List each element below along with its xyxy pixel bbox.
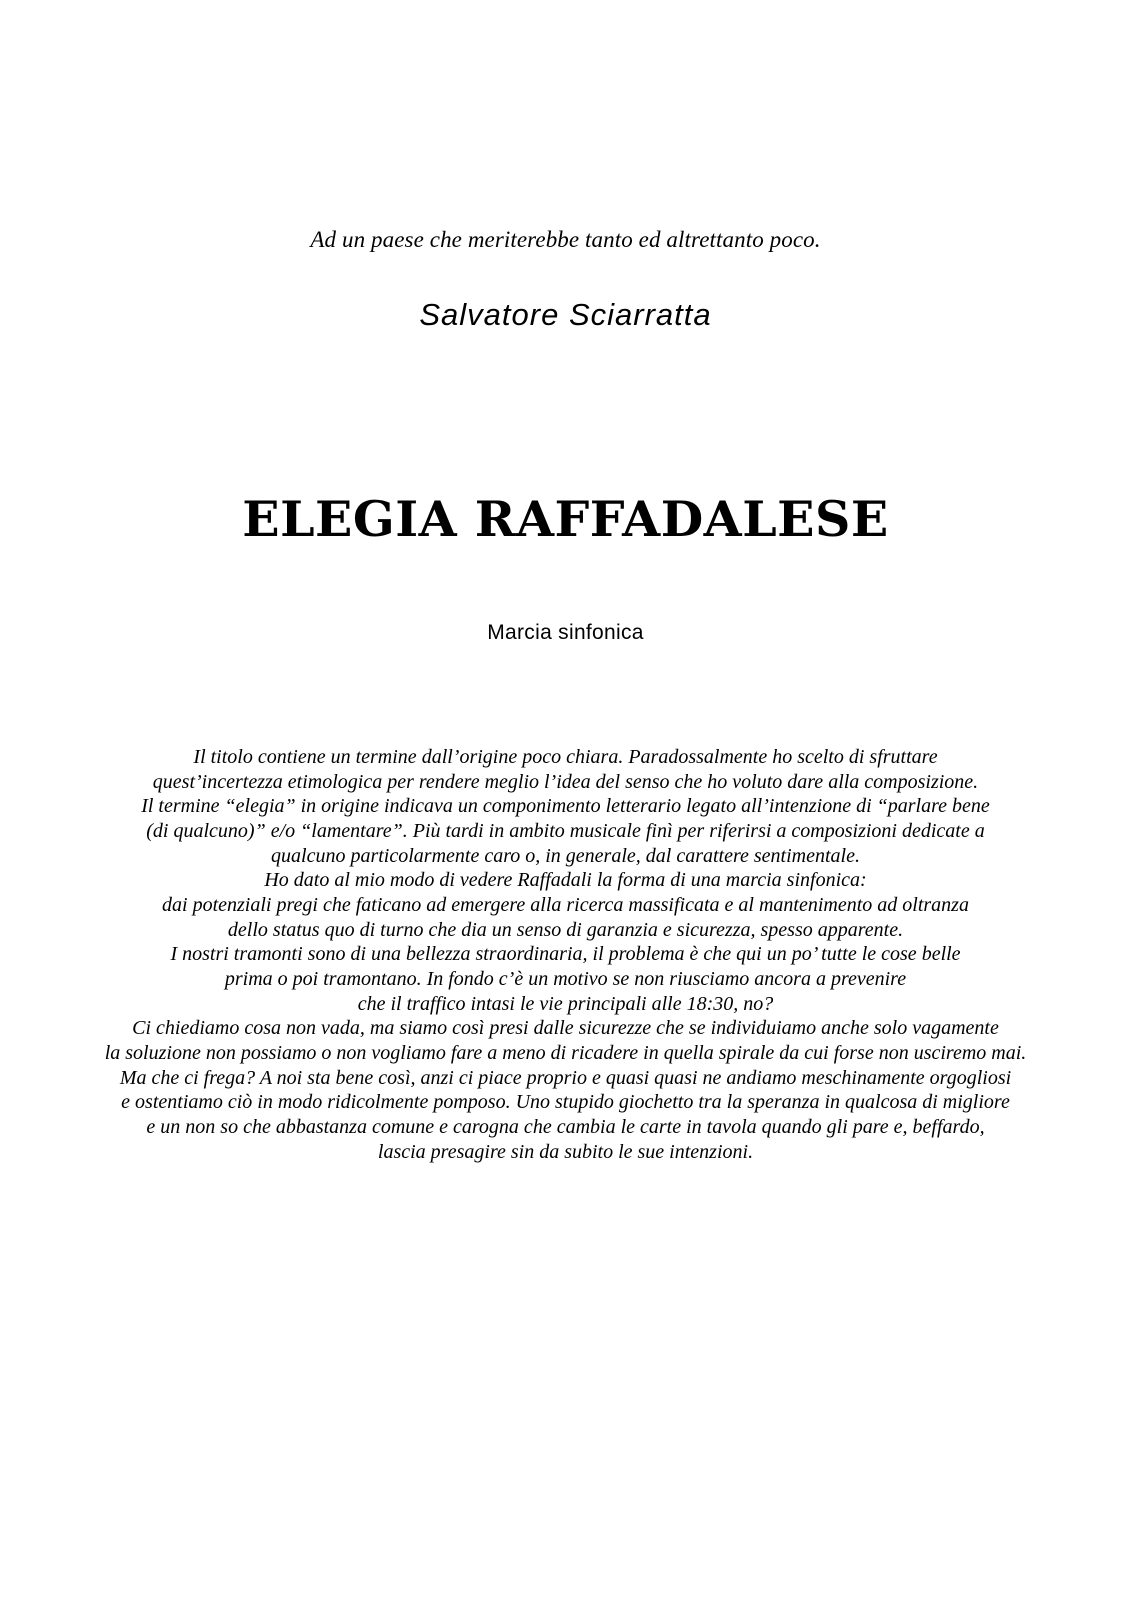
note-line: Il termine “elegia” in origine indicava un componimento letterario legato all’intenzione di “parlare bene (141, 795, 990, 818)
note-line: Il titolo contiene un termine dall’origine poco chiara. Paradossalmente ho scelto di sfruttare (193, 746, 938, 768)
note-line: I nostri tramonti sono di una bellezza straordinaria, il problema è che qui un po’ tutte le cose belle (170, 943, 961, 966)
note-line: che il traffico intasi le vie principali alle 18:30, no? (357, 992, 774, 1015)
note-line: qualcuno particolarmente caro o, in generale, dal carattere sentimentale. (271, 844, 860, 867)
program-note (30, 745, 1101, 1164)
note-line: e un non so che abbastanza comune e carogna che cambia le carte in tavola quando gli pare e, beffardo, (146, 1115, 985, 1138)
note-line: dello status quo di turno che dia un senso di garanzia e sicurezza, spesso apparente. (227, 918, 904, 941)
composition-title: ELEGIA RAFFADALESE (242, 490, 889, 548)
author-name: Salvatore Sciarratta (419, 297, 712, 332)
note-line: e ostentiamo ciò in modo ridicolmente pomposo. Uno stupido giochetto tra la speranza in qualcosa di migliore (121, 1091, 1010, 1114)
dedication: Ad un paese che meriterebbe tanto ed altrettanto poco. (310, 227, 821, 252)
note-line: Ma che ci frega? A noi sta bene così, anzi ci piace proprio e quasi quasi ne andiamo meschinamente orgogliosi (119, 1066, 1012, 1089)
note-line: dai potenziali pregi che faticano ad emergere alla ricerca massificata e al mantenimento ad oltranza (162, 893, 969, 916)
note-line: quest’incertezza etimologica per rendere meglio l’idea del senso che ho voluto dare alla composizione. (152, 770, 979, 793)
note-line: lascia presagire sin da subito le sue intenzioni. (377, 1140, 754, 1163)
note-line: Ho dato al mio modo di vedere Raffadali la forma di una marcia sinfonica: (264, 869, 867, 892)
note-line: Ci chiediamo cosa non vada, ma siamo così presi dalle sicurezze che se individuiamo anche solo vagamente (132, 1017, 999, 1040)
note-line: (di qualcuno)” e/o “lamentare”. Più tardi in ambito musicale finì per riferirsi a composizioni dedicate a (146, 819, 985, 842)
composition-subtitle: Marcia sinfonica (487, 621, 644, 644)
note-line: prima o poi tramontano. In fondo c’è un motivo se non riusciamo ancora a prevenire (224, 967, 907, 990)
note-line: la soluzione non possiamo o non vogliamo fare a meno di ricadere in quella spirale da cui forse non usciremo mai. (104, 1041, 1027, 1064)
